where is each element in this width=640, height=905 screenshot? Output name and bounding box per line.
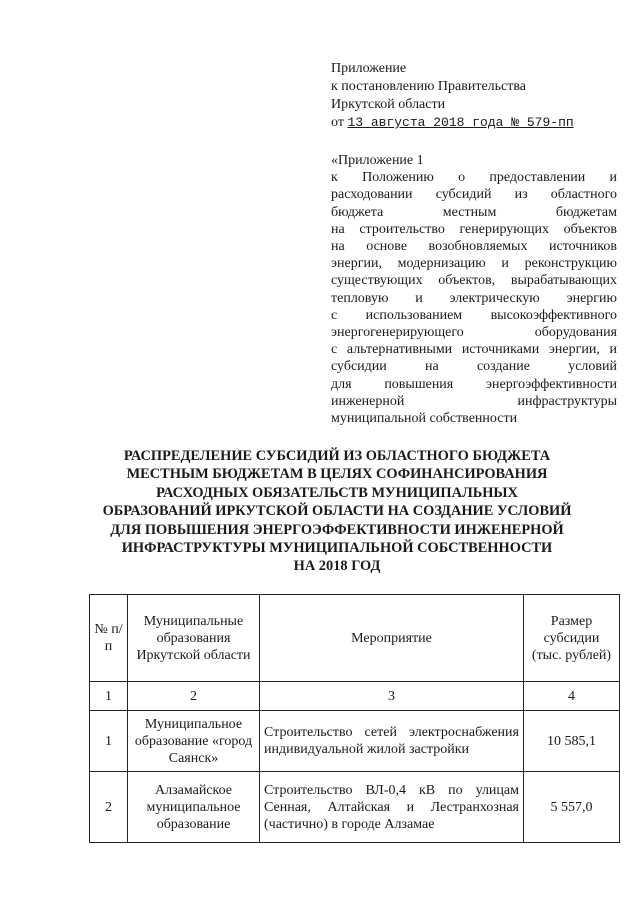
index-cell: 1	[90, 682, 128, 711]
approval-line: Иркутской области	[331, 97, 446, 112]
annex-line: энергии, модернизацию и реконструкцию	[331, 256, 617, 272]
row-amount: 10 585,1	[524, 711, 620, 772]
row-activity: Строительство сетей электроснабжения индивидуальной жилой застройки	[260, 711, 524, 772]
index-cell: 4	[524, 682, 620, 711]
annex-reference-block	[331, 152, 617, 427]
annex-line: муниципальной собственности	[331, 411, 518, 427]
annex-line: для повышения энергоэффективности	[331, 376, 617, 392]
date-prefix: от	[331, 115, 344, 130]
annex-line: с использованием высокоэффективного	[331, 307, 617, 323]
row-municipality: Муниципальное образование «город Саянск»	[128, 711, 260, 772]
table-index-row	[90, 682, 620, 711]
annex-line: бюджета местным бюджетам	[331, 204, 617, 220]
index-cell: 3	[260, 682, 524, 711]
row-number: 2	[90, 772, 128, 843]
document-title	[96, 447, 578, 576]
approval-line: Приложение	[331, 61, 407, 76]
annex-line: «Приложение 1	[331, 153, 424, 168]
header-cell-municipality: Муниципальные образования Иркутской области	[128, 595, 260, 682]
annex-line: энергогенерирующего оборудования	[331, 325, 617, 341]
annex-line: тепловую и электрическую энергию	[331, 290, 617, 306]
title-line: ОБРАЗОВАНИЙ ИРКУТСКОЙ ОБЛАСТИ НА СОЗДАНИЕ УСЛОВИЙ	[102, 503, 572, 520]
row-number: 1	[90, 711, 128, 772]
table-header-row	[90, 595, 620, 682]
annex-line: субсидии на создание условий	[331, 359, 617, 375]
annex-line: к Положению о предоставлении и	[331, 170, 617, 186]
title-line: ИНФРАСТРУКТУРЫ МУНИЦИПАЛЬНОЙ СОБСТВЕННОСТИ	[121, 540, 553, 557]
row-activity: Строительство ВЛ-0,4 кВ по улицам Сенная, Алтайская и Лестранхозная (частично) в городе Алзамае	[260, 772, 524, 843]
approval-line: к постановлению Правительства	[331, 79, 527, 94]
row-municipality: Алзамайское муниципальное образование	[128, 772, 260, 843]
index-cell: 2	[128, 682, 260, 711]
annex-line: на строительство генерирующих объектов	[331, 221, 617, 237]
approval-date-line	[331, 114, 591, 132]
header-cell-activity: Мероприятие	[260, 595, 524, 682]
resolution-date-number: 13 августа 2018 года № 579-пп	[347, 115, 574, 130]
row-amount: 5 557,0	[524, 772, 620, 843]
title-line: РАСПРЕДЕЛЕНИЕ СУБСИДИЙ ИЗ ОБЛАСТНОГО БЮДЖЕТА	[123, 448, 551, 464]
title-line: НА 2018 ГОД	[293, 558, 381, 575]
subsidy-table	[89, 594, 620, 843]
approval-block	[331, 60, 591, 132]
title-line: РАСХОДНЫХ ОБЯЗАТЕЛЬСТВ МУНИЦИПАЛЬНЫХ	[156, 484, 518, 501]
annex-line: на основе возобновляемых источников	[331, 239, 617, 255]
table-row	[90, 772, 620, 843]
header-cell-number: № п/п	[90, 595, 128, 682]
title-line: ДЛЯ ПОВЫШЕНИЯ ЭНЕРГОЭФФЕКТИВНОСТИ ИНЖЕНЕРНОЙ	[110, 521, 564, 538]
annex-line: с альтернативными источниками энергии, и	[331, 342, 617, 358]
annex-line: инженерной инфраструктуры	[331, 393, 617, 409]
annex-line: расходовании субсидий из областного	[331, 187, 617, 203]
title-line: МЕСТНЫМ БЮДЖЕТАМ В ЦЕЛЯХ СОФИНАНСИРОВАНИЯ	[126, 466, 548, 483]
table-row	[90, 711, 620, 772]
annex-line: существующих объектов, вырабатывающих	[331, 273, 617, 289]
header-cell-amount: Размер субсидии (тыс. рублей)	[524, 595, 620, 682]
